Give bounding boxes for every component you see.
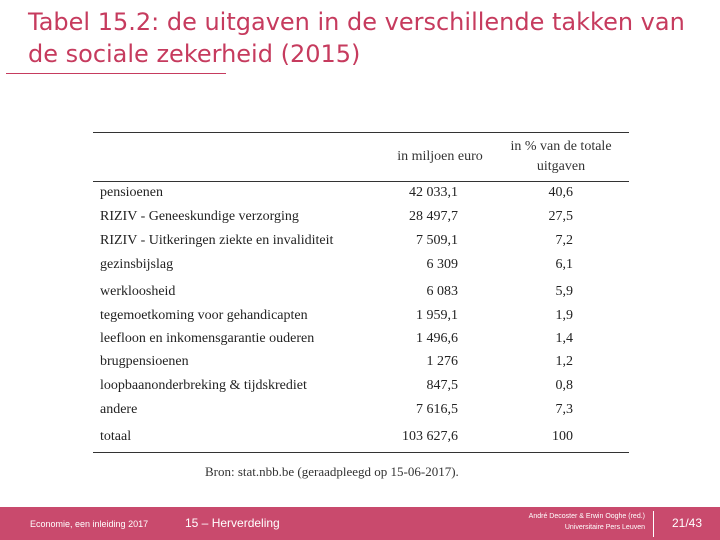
row-value-euro: 42 033,1: [409, 185, 458, 200]
row-label: pensioenen: [100, 185, 163, 200]
row-label: RIZIV - Geneeskundige verzorging: [100, 209, 299, 224]
row-value-euro: 1 496,6: [416, 331, 458, 346]
row-value-percent: 0,8: [555, 378, 573, 393]
table-row-total: [93, 426, 629, 448]
table-top-rule: [93, 132, 629, 133]
row-label: gezinsbijslag: [100, 257, 174, 272]
table-row: [93, 230, 629, 252]
row-label: loopbaanonderbreking & tijdskrediet: [100, 378, 307, 393]
row-value-percent: 40,6: [548, 185, 573, 200]
row-value-percent: 6,1: [555, 257, 573, 272]
row-value-percent: 100: [552, 429, 573, 444]
row-value-euro: 7 509,1: [416, 233, 458, 248]
table-row: [93, 254, 629, 276]
title-underline: [6, 73, 226, 74]
row-label: totaal: [100, 429, 132, 444]
footer-chapter: 15 – Herverdeling: [185, 516, 280, 530]
table-row: [93, 206, 629, 228]
row-value-euro: 103 627,6: [402, 429, 458, 444]
row-value-percent: 1,4: [555, 331, 573, 346]
row-label: RIZIV - Uitkeringen ziekte en invaliditeit: [100, 233, 334, 248]
table-row: [93, 182, 629, 204]
row-value-euro: 7 616,5: [416, 402, 458, 417]
row-label: andere: [100, 402, 138, 417]
footer-publisher: Universitaire Pers Leuven: [564, 524, 645, 531]
row-label: brugpensioenen: [100, 354, 189, 369]
row-label: werkloosheid: [100, 284, 176, 299]
footer-bar: [0, 507, 720, 540]
row-value-euro: 1 959,1: [416, 308, 458, 323]
page-number: 21/43: [672, 516, 703, 530]
table-row: [93, 328, 629, 350]
row-value-percent: 7,2: [555, 233, 573, 248]
row-value-percent: 1,9: [555, 308, 573, 323]
row-value-euro: 847,5: [426, 378, 458, 393]
footer-course: Economie, een inleiding 2017: [30, 519, 149, 529]
table-row: [93, 281, 629, 303]
row-value-percent: 7,3: [555, 402, 573, 417]
table-bottom-rule: [93, 452, 629, 453]
table-row: [93, 375, 629, 397]
row-value-percent: 1,2: [555, 354, 573, 369]
row-value-euro: 6 309: [426, 257, 458, 272]
row-value-percent: 5,9: [555, 284, 573, 299]
row-label: leefloon en inkomensgarantie ouderen: [100, 331, 315, 346]
footer-separator: [653, 511, 654, 537]
table-row: [93, 305, 629, 327]
header-percent-total: in % van de totale uitgaven: [510, 139, 612, 174]
row-value-euro: 28 497,7: [409, 209, 458, 224]
slide-title: Tabel 15.2: de uitgaven in de verschillende takken van de sociale zekerheid (2015): [28, 8, 685, 68]
source-note: Bron: stat.nbb.be (geraadpleegd op 15-06-2017).: [205, 464, 459, 479]
footer-authors-names: André Decoster & Erwin Ooghe (red.): [528, 513, 645, 520]
header-million-euro: in miljoen euro: [397, 149, 483, 164]
table-row: [93, 351, 629, 373]
row-value-percent: 27,5: [548, 209, 573, 224]
row-value-euro: 6 083: [426, 284, 458, 299]
table-row: [93, 399, 629, 421]
row-label: tegemoetkoming voor gehandicapten: [100, 308, 308, 323]
row-value-euro: 1 276: [426, 354, 458, 369]
footer-authors: [500, 511, 645, 533]
